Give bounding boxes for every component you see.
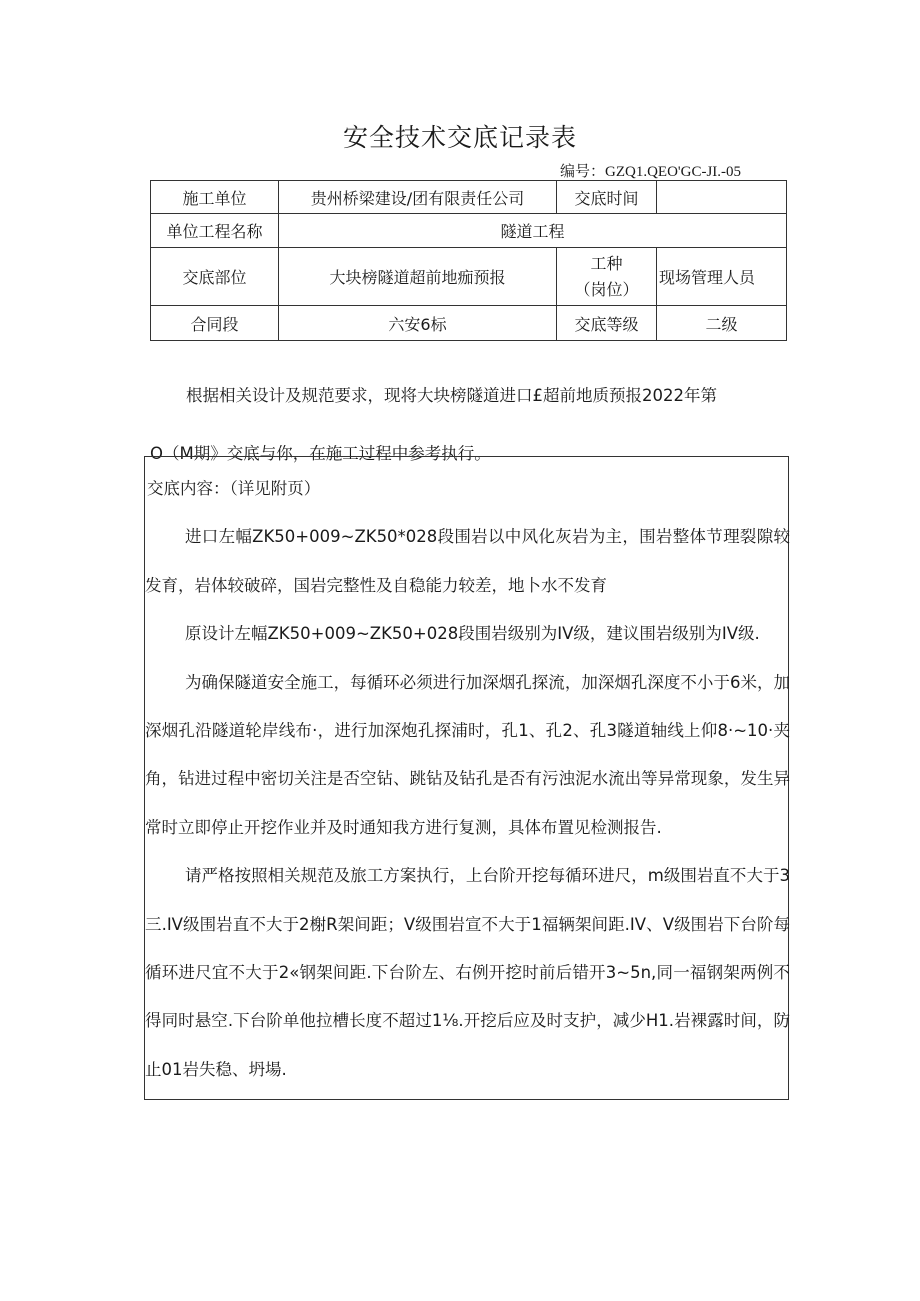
table-row <box>151 248 787 306</box>
content-paragraph-4: 请严格按照相关规范及旅工方案执行，上台阶开挖每循环进尺，m级围岩直不大于3三.IV级围岩直不大于2榭R架间距；V级围岩宣不大于1福辆架间距.IV、V级围岩下台阶每循环进尺宜不大于2«钢架间距.下台阶左、右例开挖时前后错开3~5n,同一福钢架两例不得同时悬空.下台阶单他拉槽长度不超过1⅛.开挖后应及时支护，减少H1.岩裸露时间，防止01岩失稳、坍場. <box>145 866 790 1079</box>
info-table <box>150 180 787 341</box>
contract-section-label: 合同段 <box>151 306 279 341</box>
table-row <box>151 306 787 341</box>
intro-line-2: O（M期》交底与你，在施工过程中参考执行。 <box>150 444 491 463</box>
document-number <box>560 160 741 181</box>
document-number-value: GZQ1.QEO'GC-JI.-05 <box>605 164 742 180</box>
content-paragraph-3: 为确保隧道安全施工，每循环必须进行加深烟孔探流，加深烟孔深度不小于6米，加深烟孔沿隧道轮岸线布·，进行加深炮孔探浦时，孔1、孔2、孔3隧道轴线上仰8·~10·夹角，钻进过程中密切关注是否空钻、跳钻及钻孔是否有污浊泥水流出等异常现象，发生异常时立即停止开挖作业并及时通知我方进行复测，具体布置见检测报告. <box>145 672 790 837</box>
content-paragraph-1: 进口左幅ZK50+009~ZK50*028段围岩以中风化灰岩为主，围岩整体节理裂隙较发育，岩体较破碎，国岩完整性及自稳能力较差，地卜水不发育 <box>145 527 790 595</box>
handover-part-label: 交底部位 <box>151 248 279 306</box>
document-title: 安全技术交底记录表 <box>342 123 577 152</box>
job-type-label-line2: （岗位） <box>574 279 639 299</box>
table-row <box>151 214 787 248</box>
handover-time-value <box>657 181 787 214</box>
construction-unit-label: 施工单位 <box>151 181 279 214</box>
project-name-label: 单位工程名称 <box>151 214 279 248</box>
handover-level-value: 二级 <box>657 306 787 341</box>
document-number-label: 编号： <box>560 162 606 180</box>
handover-part-value: 大块榜隧道超前地痂预报 <box>279 248 557 306</box>
content-box <box>144 456 789 1100</box>
table-row <box>151 181 787 214</box>
handover-time-label: 交底时间 <box>557 181 657 214</box>
job-type-value: 现场管理人员 <box>657 248 787 306</box>
job-type-label <box>557 248 657 306</box>
content-paragraph-2: 原设计左幅ZK50+009~ZK50+028段围岩级别为IV级，建议围岩级别为IV级. <box>185 624 760 644</box>
construction-unit-value: 贵州桥梁建设/团有限责任公司 <box>279 181 557 214</box>
project-name-value: 隧道工程 <box>279 214 787 248</box>
handover-level-label: 交底等级 <box>557 306 657 341</box>
contract-section-value: 六安6标 <box>279 306 557 341</box>
intro-line-1: 根据相关设计及规范要求，现将大块榜隧道进口£超前地质预报2022年第 <box>186 386 717 405</box>
content-body <box>145 465 790 1094</box>
content-heading: 交底内容：（详见附页） <box>147 479 321 498</box>
job-type-label-line1: 工种 <box>590 253 623 273</box>
